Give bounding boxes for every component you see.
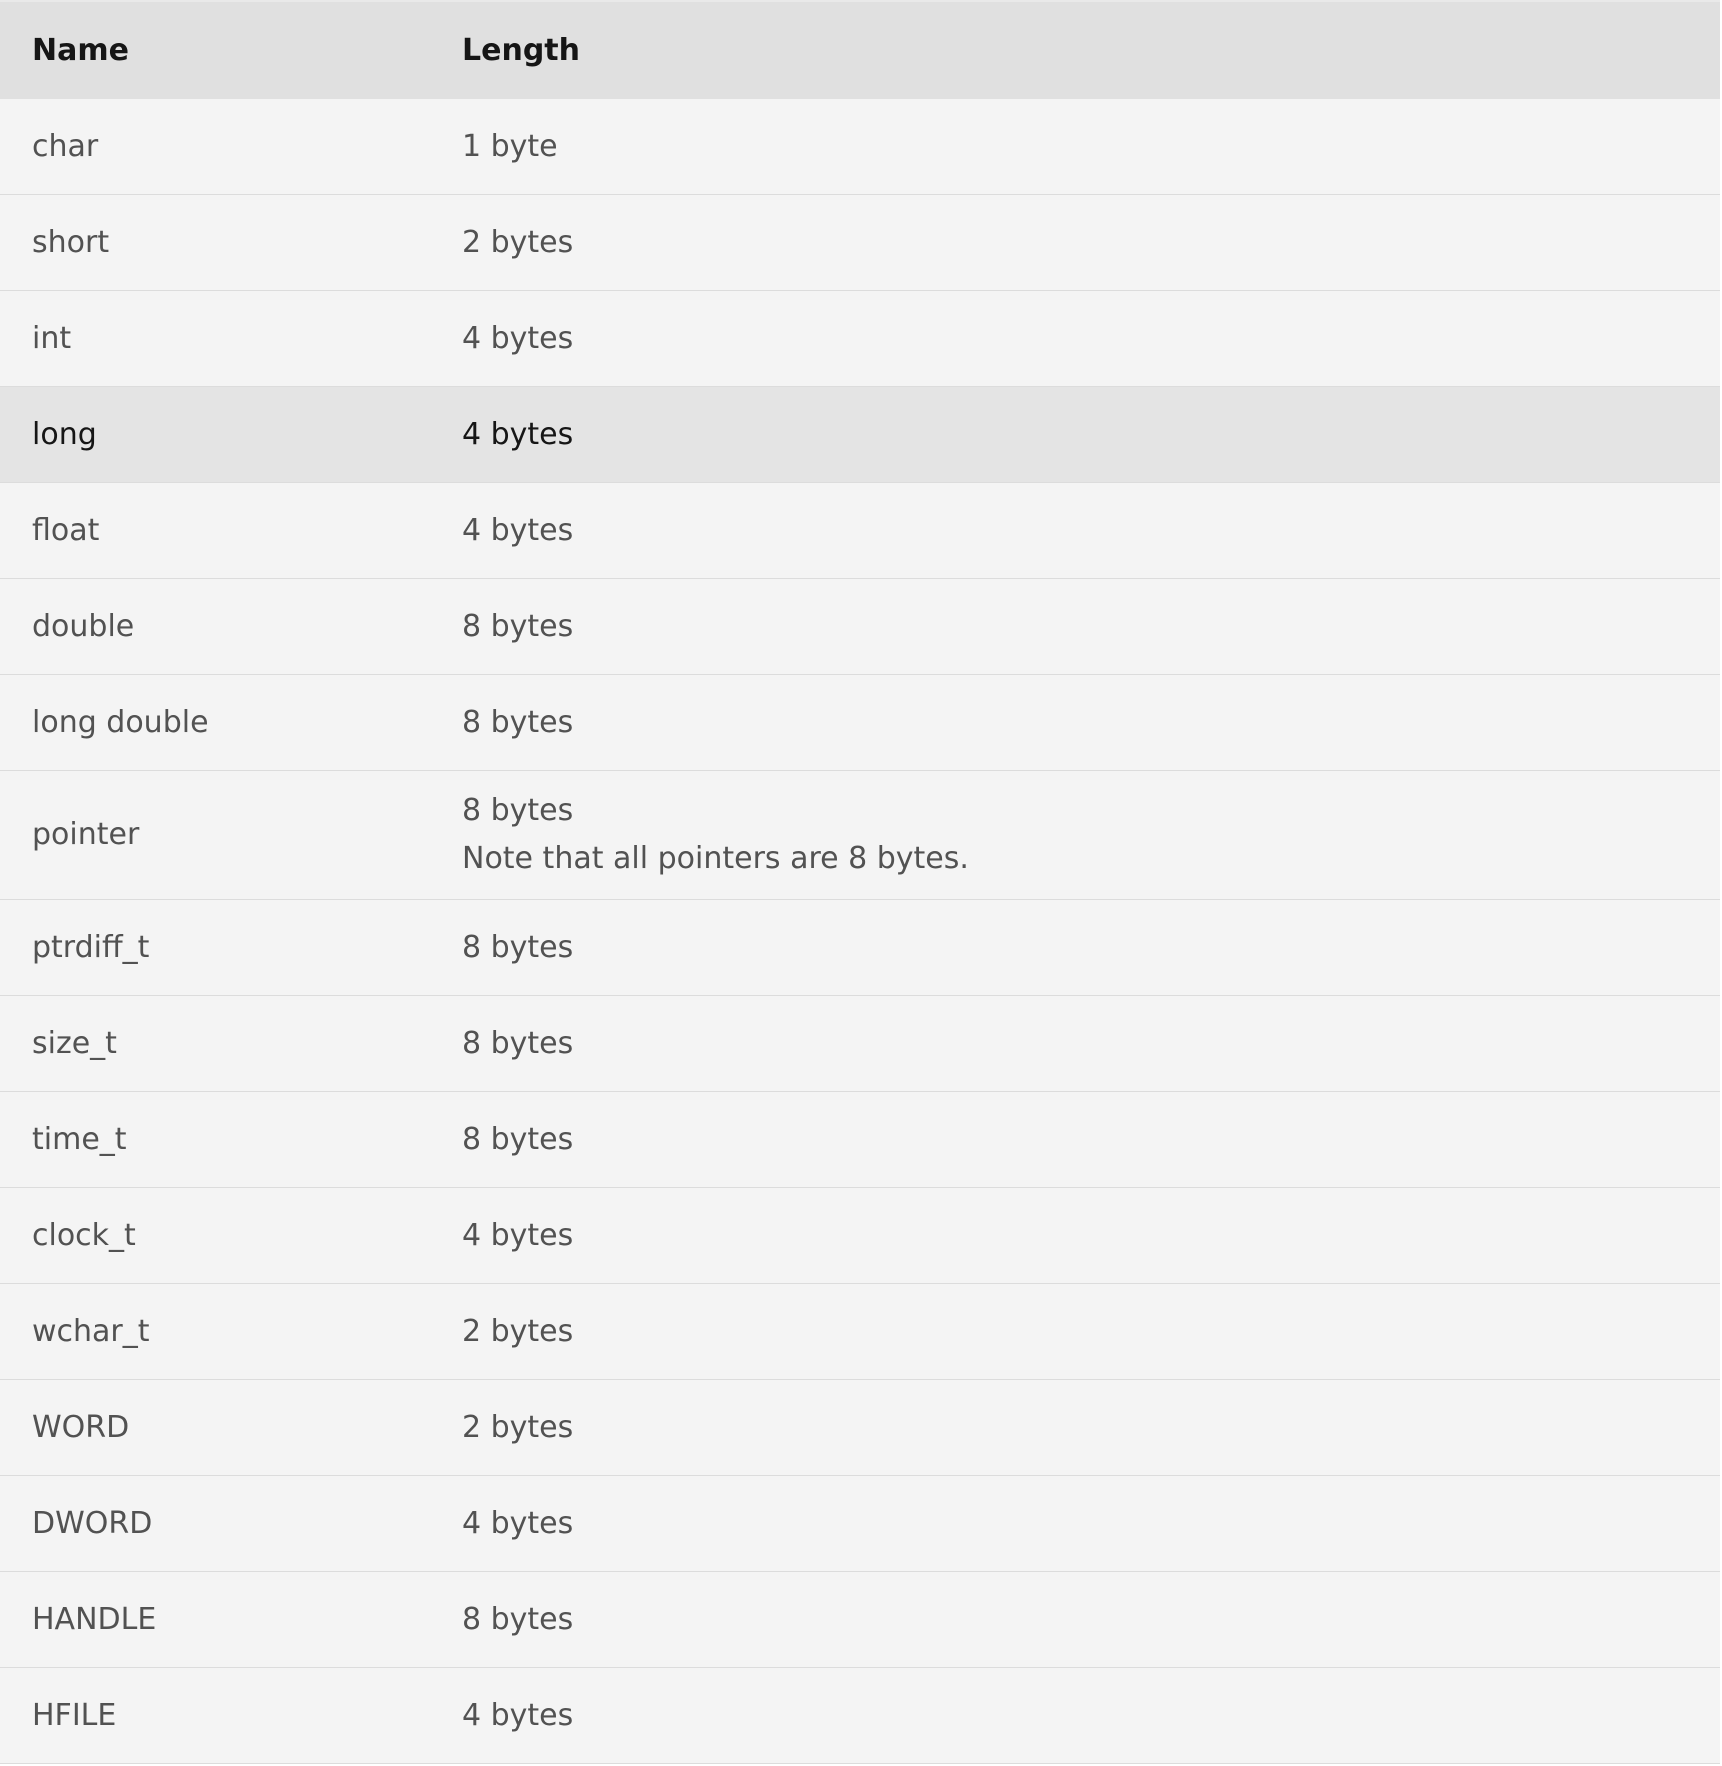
cell-length: 4 bytes (430, 1188, 1720, 1284)
cell-length: 1 byte (430, 99, 1720, 195)
cell-length: 8 bytes (430, 1092, 1720, 1188)
cell-length-value: 8 bytes (462, 793, 574, 828)
table-row (0, 1476, 1720, 1572)
cell-length: 4 bytes (430, 483, 1720, 579)
cell-name: long (0, 387, 430, 483)
cell-name: size_t (0, 996, 430, 1092)
cell-length: 8 bytes (430, 1572, 1720, 1668)
cell-name: HANDLE (0, 1572, 430, 1668)
table-header (0, 1, 1720, 99)
table-row (0, 675, 1720, 771)
cell-name: int (0, 291, 430, 387)
table-row (0, 99, 1720, 195)
cell-length: 8 bytes (430, 675, 1720, 771)
table-row (0, 1380, 1720, 1476)
table-row (0, 900, 1720, 996)
cell-name: DWORD (0, 1476, 430, 1572)
cell-name: short (0, 195, 430, 291)
cell-length: 4 bytes (430, 1476, 1720, 1572)
cell-name: clock_t (0, 1188, 430, 1284)
column-header-name[interactable]: Name (0, 1, 430, 99)
cell-length: 8 bytes (430, 996, 1720, 1092)
cell-name: ptrdiff_t (0, 900, 430, 996)
cell-name: pointer (0, 771, 430, 900)
cell-length: 2 bytes (430, 1380, 1720, 1476)
cell-name: HFILE (0, 1668, 430, 1764)
table-row (0, 1284, 1720, 1380)
cell-name: double (0, 579, 430, 675)
table-row (0, 771, 1720, 900)
table-row (0, 483, 1720, 579)
table-row (0, 1668, 1720, 1764)
column-header-length[interactable]: Length (430, 1, 1720, 99)
header-row (0, 1, 1720, 99)
cell-name: char (0, 99, 430, 195)
table-row (0, 195, 1720, 291)
cell-length (430, 771, 1720, 900)
table-row (0, 291, 1720, 387)
cell-name: long double (0, 675, 430, 771)
table-row (0, 996, 1720, 1092)
table-row-highlighted (0, 387, 1720, 483)
cell-length-note: Note that all pointers are 8 bytes. (462, 841, 969, 876)
cell-length: 8 bytes (430, 900, 1720, 996)
table-row (0, 1188, 1720, 1284)
cell-length: 8 bytes (430, 579, 1720, 675)
table-body (0, 99, 1720, 1764)
cell-length: 4 bytes (430, 291, 1720, 387)
cell-length: 2 bytes (430, 195, 1720, 291)
table-row (0, 1092, 1720, 1188)
table-row (0, 1572, 1720, 1668)
cell-length: 4 bytes (430, 1668, 1720, 1764)
cell-name: float (0, 483, 430, 579)
cell-name: wchar_t (0, 1284, 430, 1380)
cell-name: WORD (0, 1380, 430, 1476)
cell-name: time_t (0, 1092, 430, 1188)
table-row (0, 579, 1720, 675)
cell-length: 4 bytes (430, 387, 1720, 483)
cell-length: 2 bytes (430, 1284, 1720, 1380)
